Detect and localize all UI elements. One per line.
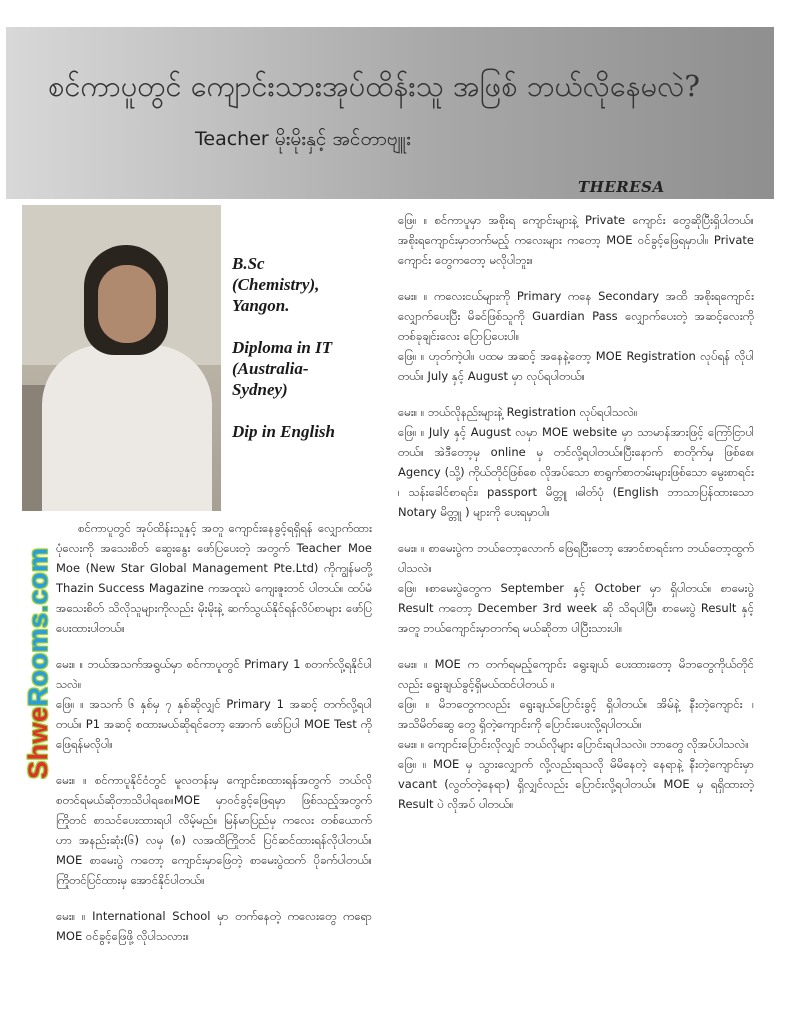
answer-paragraph: ဖြေ။ ။ မိဘတွေကလည်း ရွေးချယ်ပြောင်းခွင့် ရှိပါတယ်။ အိမ်နဲ့ နီးတဲ့ကျောင်း ၊ အသိမိတ်ဆွေ တွေ ရှိတဲ့ကျောင်းကို ပြောင်းပေးလို့ရပါတယ်။ — [398, 697, 754, 731]
answer-paragraph: ဖြေ။ ။ July နှင့် August လမှာ MOE website မှာ သာမာန်အားဖြင့် ကြော်ငြာပါတယ်။ အဲဒီတော့မှ online မှ တင်လို့ရပါတယ်။ပြီးနောက် စာတိုက်မှ ဖြစ်စေ၊ Agency (သို့) ကိုယ်တိုင်ဖြစ်စေ လိုအပ်သော စာရွက်စာတမ်းများဖြစ်သော မွေးစာရင်း ၊ သန်းခေါင်စာရင်း၊ passport မိတ္တူ ၊ဓါတ်ပုံ (English ဘာသာပြန်ထားသော Notary မိတ္တူ ) များကို ပေးရမှာပါ။ — [398, 425, 754, 519]
brand-part-rooms: Rooms.com — [23, 547, 53, 707]
section-tag: THERESA — [578, 178, 665, 196]
answer-paragraph: ဖြေ။ ။စာမေးပွဲတွေက September နှင့် October မှာ ရှိပါတယ်။ စာမေးပွဲ Result ကတော့ December 3rd week ဆို သိရပါပြီ။ စာမေးပွဲ Result နှင့်အတူ ဘယ်ကျောင်းမှာတက်ရ မယ်ဆိုတာ ပါပြီးသားပါ။ — [398, 581, 754, 635]
qualification-english: Dip in English — [232, 422, 335, 441]
left-column — [56, 518, 372, 962]
photo-face — [98, 265, 156, 343]
question-paragraph: မေး။ ။ International School မှာ တက်နေတဲ့ ကလေးတွေ ကရော MOE ဝင်ခွင့်ဖြေဖို့ လိုပါသလား။ — [56, 909, 372, 943]
qualifications-list — [232, 253, 382, 463]
qualification-diploma-it: Diploma in IT (Australia- Sydney) — [232, 338, 333, 399]
interviewee-photo — [22, 205, 221, 511]
answer-paragraph: ဖြေ။ ။ MOE မှ သွားလျှောက် လို့လည်းရသလို မိမိနေတဲ့ နေရာနဲ့ နီးတဲ့ကျောင်းမှာ vacant (လွတ်တဲ့နေရာ) ရှိလျှင်လည်း ပြောင်းလို့ရပါတယ်။ MOE မှ ရရှိထားတဲ့ Result ပဲ လိုအပ် ပါတယ်။ — [398, 757, 754, 811]
qualification-bsc: B.Sc (Chemistry), Yangon. — [232, 254, 320, 315]
question-paragraph: မေး။ ။ ကလေးငယ်များကို Primary ကနေ Secondary အထိ အစိုးရကျောင်း လျှောက်ပေးပြီး မိခင်ဖြစ်သူကို Guardian Pass လျှောက်ပေးတဲ့ အဆင့်လေးကို တစ်ခုချင်းလေး ပြောပြပေးပါ။ — [398, 289, 754, 343]
question-paragraph: မေး။ ။ ဘယ်လိုနည်းများနဲ့ Registration လုပ်ရပါသလဲ။ — [398, 405, 638, 419]
question-paragraph: မေး။ ။ စင်ကာပူနိုင်ငံတွင် မူလတန်းမှ ကျောင်းစထားရန်အတွက် ဘယ်လို စတင်ရမယ်ဆိုတာသိပါရစေ။MOE မှာဝင်ခွင့်ဖြေရမှာ ဖြစ်သည့်အတွက် ကြိုတင် စာသင်ပေးထားရပါ လိမ့်မည်။ မြန်မာပြည်မှ ကလေး တစ်ယောက်ဟာ အနည်းဆုံး(၆) လမှ (၈) လအထိကြိုတင် ပြင်ဆင်ထားရန်လိုပါတယ်။ MOE စာမေးပွဲ ကတော့ ကျောင်းမှာဖြေတဲ့ စာမေးပွဲထက် ပိုခက်ပါတယ်။ ကြိုတင်ပြင်ထားမှ အောင်နိုင်ပါတယ်။ — [56, 773, 372, 887]
question-paragraph: မေး။ ။ စာမေးပွဲက ဘယ်တော့လောက် ဖြေရပြီးတော့ အောင်စာရင်းက ဘယ်တော့ထွက်ပါသလဲ။ — [398, 541, 754, 575]
article-byline: Teacher မိုးမိုးနှင့် အင်တာဗျူး — [195, 128, 411, 150]
title-banner — [6, 27, 774, 199]
intro-paragraph: စင်ကာပူတွင် အုပ်ထိန်းသူနှင့် အတူ ကျောင်းနေခွင့်ရရှိရန် လျှောက်ထားပုံလေးကို အသေးစိတ် ဆွေးနွေး ဖော်ပြပေးတဲ့ အတွက် Teacher Moe Moe (New Star Global Management Pte.Ltd) ကိုကျွန်မတို့ Thazin Success Magazine ကအထူးပဲ ကျေးဇူးတင် ပါတယ်။ ထပ်မံအသေးစိတ် သိလိုသူများကိုလည်း မိုးမိုးနဲ့ ဆက်သွယ်နိုင်ရန်လိပ်စာများ ဖော်ပြပေးထားပါတယ်။ — [56, 521, 372, 635]
photo-cardigan — [42, 345, 212, 511]
brand-part-shwe: Shwe — [23, 706, 53, 779]
answer-paragraph: ဖြေ။ ။ စင်ကာပူမှာ အစိုးရ ကျောင်းများနဲ့ Private ကျောင်း တွေဆိုပြီးရှိပါတယ်။ အစိုးရကျောင်းမှာတက်မည့် ကလေးများ ကတော့ MOE ဝင်ခွင့်ဖြေရမှာပါ။ Private ကျောင်း တွေကတော့ မလိုပါဘူး။ — [398, 213, 754, 267]
right-column — [398, 210, 754, 830]
article-headline: စင်ကာပူတွင် ကျောင်းသားအုပ်ထိန်းသူ အဖြစ် ဘယ်လိုနေမလဲ? — [48, 69, 700, 103]
question-paragraph: မေး။ ။ MOE က တက်ရမည့်ကျောင်း ရွေးချယ် ပေးထားတော့ မိဘတွေကိုယ်တိုင်လည်း ရွေးချယ်ခွင့်ရှိမယ်ထင်ပါတယ် ။ — [398, 657, 754, 691]
answer-paragraph: ဖြေ။ ။ ဟုတ်ကဲ့ပါ။ ပထမ အဆင့် အနေနဲ့တော့ MOE Registration လုပ်ရန် လိုပါတယ်။ July နှင့် August မှာ လုပ်ရပါတယ်။ — [398, 349, 754, 383]
question-paragraph: မေး။ ။ ကျောင်းပြောင်းလိုလျှင် ဘယ်လိုများ ပြောင်းရပါသလဲ။ ဘာတွေ လိုအပ်ပါသလဲ။ — [398, 737, 749, 751]
answer-paragraph: ဖြေ။ ။ အသက် ၆ နှစ်မှ ၇ နှစ်ဆိုလျှင် Primary 1 အဆင့် တက်လို့ရပါတယ်။ P1 အဆင့် စထားမယ်ဆိုရင်တော့ အောက် ဖော်ပြပါ MOE Test ကိုဖြေရန်မလိုပါ။ — [56, 697, 372, 751]
question-paragraph: မေး။ ။ ဘယ်အသက်အရွယ်မှာ စင်ကာပူတွင် Primary 1 စတက်လို့ရနိုင်ပါသလဲ။ — [56, 657, 372, 691]
